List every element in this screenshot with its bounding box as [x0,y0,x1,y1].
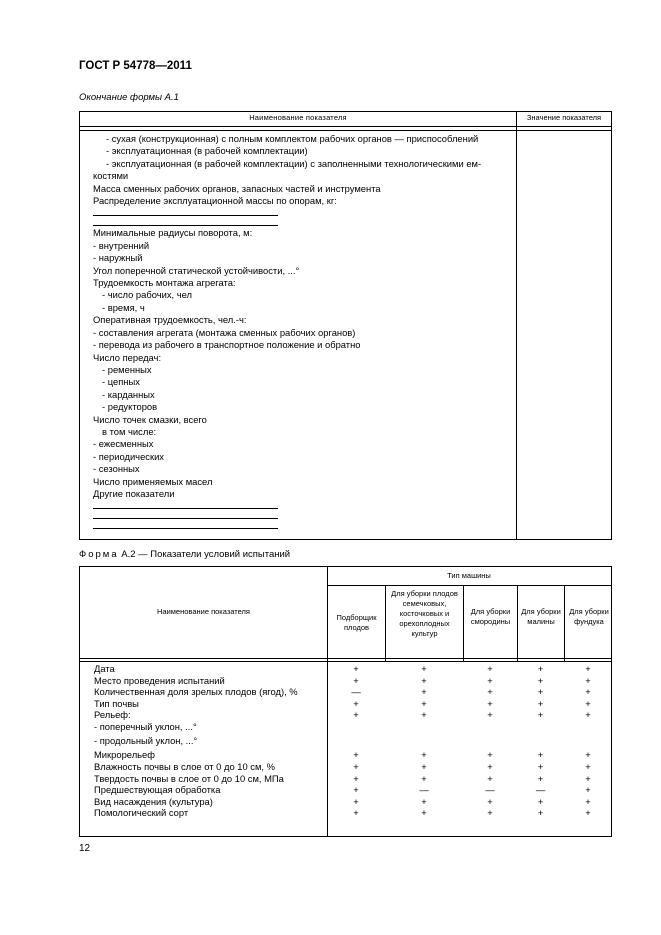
form-a1-caption: Окончание формы А.1 [79,92,179,103]
row-name: Помологический сорт [94,807,189,819]
row-cell: + [353,674,359,686]
form-a1-line: Число точек смазки, всего [93,413,207,425]
row-cell: + [537,772,544,784]
form-a1-line: - сезонных [93,463,140,475]
row-cell: + [585,760,591,772]
form-a1-line: - внутренний [93,239,150,251]
form-a1-line: - цепных [102,376,140,388]
column-header-picker: Подборщик плодов [336,613,377,632]
row-cell: + [487,674,493,686]
row-name: Твердость почвы в слое от 0 до 10 см, МПа [94,772,284,784]
form-a1-line: - наружный [93,252,143,264]
form-a1-line: Масса сменных рабочих органов, запасных частей и инструмента [93,182,381,194]
table-row [80,761,611,773]
row-cell: + [353,663,359,674]
form-a1-line: - составления агрегата (монтажа сменных рабочих органов) [93,326,356,338]
row-cell: + [353,697,359,709]
row-cell: + [585,686,591,698]
table-row [80,698,611,710]
row-cell: — [535,784,546,796]
form-a2-rows [80,663,611,819]
row-cell: + [353,795,359,807]
form-a1-line: Минимальные радиусы поворота, м: [93,227,253,239]
form-a1-line: в том числе: [102,425,157,437]
row-cell: + [487,772,493,784]
table-row [80,784,611,796]
blank-line [93,207,278,216]
form-a1-line: - перевода из рабочего в транспортное положение и обратно [93,339,361,351]
row-cell: — [485,784,495,796]
row-cell: + [487,663,493,674]
column-header-hazelnut: Для уборки фундука [569,607,609,626]
form-a1-line: Трудоемкость монтажа агрегата: [93,277,236,289]
form-a1-line: - эксплуатационная (в рабочей комплектации) с заполненными технологическими ем- [106,157,482,169]
row-cell: + [537,697,544,709]
form-a1-line: - ременных [102,363,152,375]
form-a1-table [79,111,612,540]
row-name: Микрорельеф [94,749,155,761]
form-a1-line: Оперативная трудоемкость, чел.-ч: [93,314,247,326]
row-cell: — [351,686,361,698]
table-row [80,773,611,785]
row-name: - поперечный уклон, ...° [94,720,197,732]
table-row [80,796,611,808]
row-cell: + [537,709,544,721]
row-cell: + [585,749,591,761]
row-cell: + [421,697,427,709]
form-a1-line: Угол поперечной статической устойчивости, ...° [93,264,300,276]
row-cell: + [487,749,493,761]
blank-line [93,500,278,509]
row-cell: + [353,772,359,784]
form-a1-line: костями [93,170,129,182]
form-a1-line: - эксплуатационная (в рабочей комплектации) [106,145,308,157]
row-name: Количественная доля зрелых плодов (ягод), % [94,686,298,698]
row-cell: + [421,674,427,686]
row-cell: + [487,709,493,721]
row-cell: + [585,697,591,709]
row-cell: + [353,807,359,819]
form-a1-line: - сухая (конструкционная) с полным комплектом рабочих органов — приспособлений [106,133,479,144]
row-name: Влажность почвы в слое от 0 до 10 см, % [94,760,275,772]
blank-line [93,510,278,519]
row-cell: + [421,663,427,674]
row-cell: + [585,807,591,819]
page-number: 12 [79,843,91,854]
row-cell: + [585,772,591,784]
column-header-value: Значение показателя [526,113,602,122]
row-cell: + [537,795,544,807]
row-cell: + [537,663,544,674]
form-a1-line: Число применяемых масел [93,475,213,487]
row-cell: + [421,760,427,772]
group-header-machine-type: Тип машины [447,571,491,580]
row-cell: + [421,795,427,807]
row-cell: + [421,772,427,784]
row-cell: + [353,760,359,772]
row-cell: + [537,686,544,698]
row-cell: + [537,749,544,761]
row-cell: + [353,784,359,796]
form-a1-body [93,133,511,530]
row-cell: + [585,663,591,674]
table-row [80,686,611,698]
row-cell: — [419,784,429,796]
form-a1-line: - число рабочих, чел [102,289,193,301]
row-name: Дата [94,663,115,674]
table-row [80,709,611,721]
column-header-raspberry: Для уборки малины [521,607,561,626]
row-cell: + [487,686,493,698]
form-a2-caption-prefix: Форма [79,549,119,560]
table-row [80,735,611,749]
row-cell: + [487,760,493,772]
blank-line [93,520,278,529]
row-cell: + [537,760,544,772]
table-row [80,721,611,735]
column-header-currant: Для уборки смородины [470,607,511,626]
row-cell: + [537,807,544,819]
row-name: Рельеф: [94,709,131,721]
row-cell: + [353,709,359,721]
row-cell: + [487,795,493,807]
row-cell: + [537,674,544,686]
row-cell: + [487,807,493,819]
row-cell: + [585,674,591,686]
form-a2-caption [79,549,290,560]
row-cell: + [421,807,427,819]
form-a1-line: - редукторов [102,401,158,413]
column-header-name: Наименование показателя [157,607,250,616]
form-a1-line: - ежесменных [93,438,154,450]
form-a2-caption-text: А.2 — Показатели условий испытаний [118,549,291,560]
row-cell: + [353,749,359,761]
row-cell: + [585,709,591,721]
form-a1-line: - карданных [102,388,155,400]
form-a1-line: - периодических [93,450,164,462]
row-cell: + [585,795,591,807]
row-cell: + [585,784,591,796]
row-cell: + [421,686,427,698]
row-cell: + [487,697,493,709]
row-cell: + [421,709,427,721]
form-a1-line: - время, ч [102,301,145,313]
form-a1-line: Распределение эксплуатационной массы по опорам, кг: [93,195,337,207]
table-row [80,663,611,675]
table-row [80,675,611,687]
row-name: Место проведения испытаний [94,674,225,686]
row-cell: + [421,749,427,761]
row-name: Предшествующая обработка [94,784,221,796]
document-title: ГОСТ Р 54778—2011 [79,60,192,72]
form-a1-line: Число передач: [93,351,162,363]
blank-line [93,217,278,226]
table-row [80,749,611,761]
column-header-fruit: Для уборки плодов семечковых, косточковых и орехоплодных культур [391,589,458,638]
form-a2-table [79,566,612,837]
form-a1-line: Другие показатели [93,487,175,499]
row-name: - продольный уклон, ...° [94,735,198,747]
column-header-name: Наименование показателя [249,113,347,122]
row-name: Тип почвы [94,697,139,709]
row-name: Вид насаждения (культура) [94,795,213,807]
table-row [80,807,611,819]
